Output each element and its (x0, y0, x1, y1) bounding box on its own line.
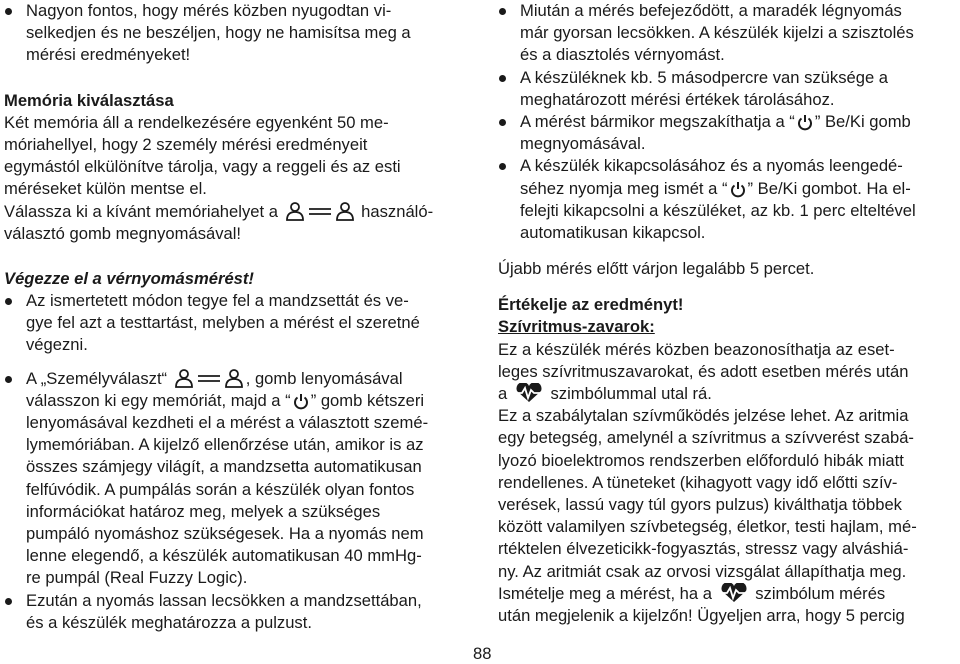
text-line: meghatározott mérési értékek tárolásához. (520, 89, 835, 109)
text-line: információkat határoz meg, melyek a szükséges (26, 501, 381, 521)
bullet-cuff (4, 290, 464, 357)
text-line: mérési eredményeket! (26, 45, 191, 65)
text-line: rendellenes. A tüneteket (kihagyott vagy idő előtti szív- (498, 472, 898, 492)
text-line (26, 368, 464, 390)
text-line: között valamilyen szívbetegség, életkor, testi hajlam, mé- (498, 517, 917, 537)
text-line (4, 201, 464, 223)
text-fragment: ” gomb kétszeri (310, 390, 425, 410)
text-line: és a diasztolés vérnyomást. (520, 45, 725, 65)
text-fragment: szimbólum mérés (755, 583, 886, 603)
text-line: Ezután a nyomás lassan lecsökken a mandzsettában, (26, 590, 422, 610)
text-line: selkedjen és ne beszéljen, hogy ne hamisítsa meg a (26, 23, 411, 43)
text-fragment: Ismételje meg a mérést, ha a (498, 583, 712, 603)
text-line: verések, lassú vagy túl gyors pulzus) kiválthatja többek (498, 494, 902, 514)
text-line: végezni. (26, 335, 88, 355)
wait-note: Újabb mérés előtt várjon legalább 5 percet. (498, 259, 815, 279)
text-line: Ez a szabálytalan szívműködés jelzése lehet. Az aritmia (498, 406, 909, 426)
text-line: Ez a készülék mérés közben beazonosíthatja az eset- (498, 339, 895, 359)
text-line: A készülék kikapcsolásához és a nyomás leengedé- (520, 156, 903, 176)
text-line: után megjelenik a kijelzőn! Ügyeljen arra, hogy 5 percig (498, 605, 905, 625)
memory-heading: Memória kiválasztása (4, 90, 174, 110)
intro-bullet (4, 0, 464, 67)
right-column (498, 0, 960, 627)
text-line: automatikusan kikapcsol. (520, 222, 706, 242)
memory-paragraph (4, 112, 464, 245)
bullet-deflate (4, 590, 464, 634)
left-column (4, 0, 464, 634)
text-fragment: séhez nyomja meg ismét a “ (520, 178, 728, 198)
bullet-start (4, 368, 464, 590)
text-line: összes számjegy világít, a mandzsetta automatikusan (26, 457, 422, 477)
text-line: re pumpál (Real Fuzzy Logic). (26, 568, 248, 588)
text-line: A készüléknek kb. 5 másodpercre van szüksége a (520, 67, 889, 87)
text-line: méréseket külön mentse el. (4, 179, 207, 199)
text-line (498, 383, 960, 405)
text-fragment: Válassza ki a kívánt memóriahelyet a (4, 201, 278, 221)
text-line: választó gomb megnyomásával! (4, 223, 242, 243)
text-fragment: , gomb lenyomásával (245, 368, 403, 388)
text-line: leges szívritmuszavarokat, és adott esetben mérés után (498, 361, 909, 381)
text-line: Nagyon fontos, hogy mérés közben nyugodtan vi- (26, 1, 392, 20)
text-fragment: ” Be/Ki gomb (814, 111, 911, 131)
text-line: Két memória áll a rendelkezésére egyenként 50 me- (4, 112, 389, 132)
bullet-abort (498, 111, 960, 155)
text-line: felejti kikapcsolni a készüléket, az kb. 1 perc elteltével (520, 200, 916, 220)
text-line: megnyomásával. (520, 134, 646, 154)
text-line (26, 390, 464, 412)
text-line: Miután a mérés befejeződött, a maradék légnyomás (520, 1, 902, 20)
text-line: és a készülék meghatározza a pulzust. (26, 612, 312, 632)
user-select-icon (285, 201, 355, 227)
arrhythmia-heading: Szívritmus-zavarok: (498, 317, 655, 337)
text-line: egymástól elkülönítve tárolja, vagy a reggeli és az esti (4, 157, 401, 177)
text-line: gye fel azt a testtartást, melyben a mérést el szeretné (26, 313, 420, 333)
text-line: pumpáló nyomáshoz szükségesek. Ha a nyomás nem (26, 523, 424, 543)
text-line: lyozó bioelektromos rendszerben előforduló hibák miatt (498, 450, 904, 470)
text-line: lenyomásával kezdheti el a mérést a választott szemé- (26, 413, 429, 432)
text-fragment: ” Be/Ki gombot. Ha el- (747, 178, 911, 198)
text-line: egy betegség, amelynél a szívritmus a szívverést szabá- (498, 428, 914, 448)
text-line (520, 111, 960, 133)
text-line: ny. Az aritmiát csak az orvosi vizsgálat állapíthatja meg. (498, 561, 907, 581)
power-icon (797, 114, 813, 137)
bullet-finish (498, 0, 960, 67)
text-line: móriahellyel, hogy 2 személy mérési eredményeit (4, 134, 368, 154)
text-fragment: A mérést bármikor megszakíthatja a “ (520, 111, 795, 131)
measure-heading: Végezze el a vérnyomásmérést! (4, 268, 254, 288)
text-line: felfúvódik. A pumpálás során a készülék olyan fontos (26, 479, 415, 499)
text-line: rtéktelen élvezeticikk-fogyasztás, stressz vagy alváshiá- (498, 539, 909, 559)
text-line: már gyorsan lecsökken. A készülék kijelzi a szisztolés (520, 23, 914, 43)
text-fragment: szimbólummal utal rá. (550, 384, 712, 403)
text-fragment: A „Személyválaszt“ (26, 368, 168, 388)
text-fragment: a (498, 384, 508, 403)
text-line: Az ismertetett módon tegye fel a mandzsettát és ve- (26, 291, 409, 311)
text-line: lymemóriában. A kijelző ellenőrzése után, amikor is az (26, 435, 424, 455)
page-number: 88 (473, 644, 492, 663)
text-fragment: használó- (361, 201, 434, 221)
text-line: lenne elegendő, a készülék automatikusan 40 mmHg- (26, 546, 422, 566)
bullet-store (498, 67, 960, 111)
bullet-power-off (498, 155, 960, 244)
text-line (520, 178, 960, 200)
text-line (498, 583, 960, 605)
evaluate-heading: Értékelje az eredményt! (498, 295, 684, 315)
text-fragment: válasszon ki egy memóriát, majd a “ (26, 390, 291, 410)
